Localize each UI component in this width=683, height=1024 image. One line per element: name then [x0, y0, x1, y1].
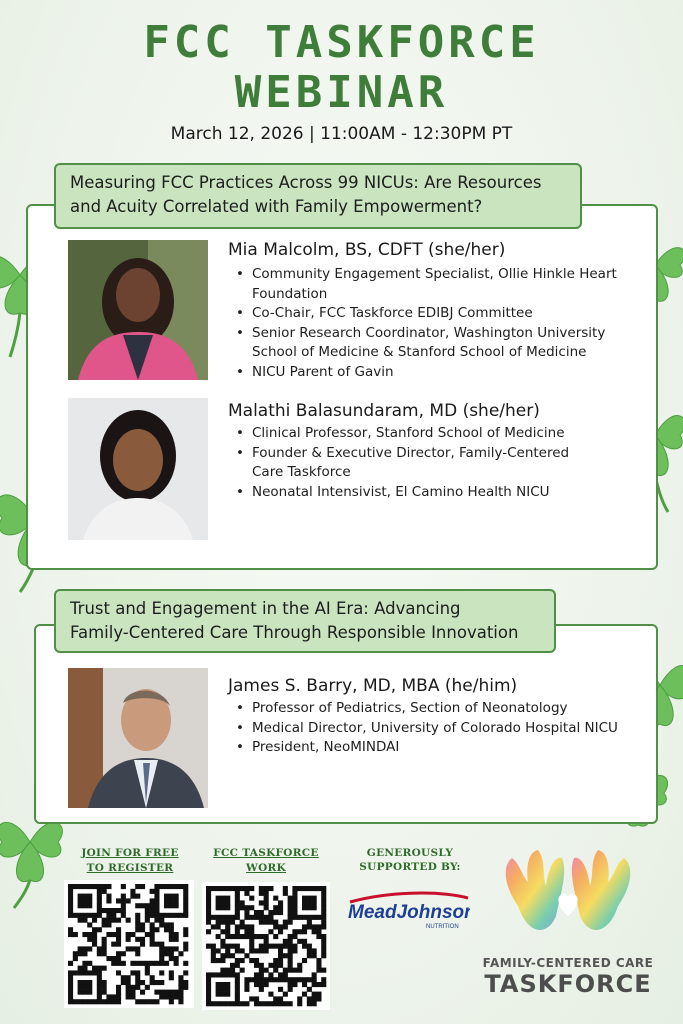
- org-name-sub: FAMILY-CENTERED CARE: [482, 956, 654, 970]
- session-topic: [54, 163, 582, 229]
- mead-johnson-logo: [346, 890, 470, 930]
- bullet-item: • Clinical Professor, Stanford School of Medicine: [230, 424, 600, 444]
- svg-text:MeadJohnson: MeadJohnson: [348, 902, 470, 923]
- bullet-item: • Founder & Executive Director, Family-Centered Care Taskforce: [230, 444, 600, 483]
- bullet-item: • Medical Director, University of Colorado Hospital NICU: [230, 719, 630, 739]
- speaker-photo: [68, 240, 208, 380]
- bullet-item: • Neonatal Intensivist, El Camino Health NICU: [230, 483, 600, 503]
- topic-line: Family-Centered Care Through Responsible Innovation: [70, 623, 519, 642]
- speaker-bullets: [230, 699, 630, 758]
- topic-line: Trust and Engagement in the AI Era: Advancing: [70, 599, 461, 618]
- page-title-line2: WEBINAR: [234, 67, 449, 118]
- speaker-name: Malathi Balasundaram, MD (she/her): [228, 401, 540, 421]
- register-qr-code[interactable]: [64, 880, 194, 1008]
- bullet-item: • Community Engagement Specialist, Ollie Hinkle Heart Foundation: [230, 265, 620, 304]
- speaker-photo: [68, 398, 208, 540]
- speaker-photo: [68, 668, 208, 808]
- register-qr-label: JOIN FOR FREE TO REGISTER: [81, 847, 179, 874]
- session-topic: [54, 589, 556, 653]
- svg-text:NUTRITION: NUTRITION: [426, 924, 459, 930]
- bullet-item: • NICU Parent of Gavin: [230, 363, 620, 383]
- work-qr-label: FCC TASKFORCE WORK: [213, 847, 319, 874]
- bullet-item: • Co-Chair, FCC Taskforce EDIBJ Committee: [230, 304, 620, 324]
- supported-by-label: GENEROUSLY SUPPORTED BY:: [359, 847, 461, 873]
- page-title-line1: FCC TASKFORCE: [143, 17, 540, 68]
- org-name-main: TASKFORCE: [484, 970, 652, 998]
- topic-line: Measuring FCC Practices Across 99 NICUs: Are Resources: [70, 173, 542, 192]
- bullet-item: • President, NeoMINDAI: [230, 738, 630, 758]
- speaker-bullets: [230, 265, 620, 382]
- speaker-bullets: [230, 424, 600, 502]
- speaker-name: James S. Barry, MD, MBA (he/him): [228, 676, 518, 696]
- rainbow-hands-heart-logo: [498, 846, 638, 951]
- topic-line: and Acuity Correlated with Family Empowerment?: [70, 197, 483, 216]
- event-date: March 12, 2026 | 11:00AM - 12:30PM PT: [170, 124, 513, 144]
- bullet-item: • Professor of Pediatrics, Section of Neonatology: [230, 699, 630, 719]
- speaker-name: Mia Malcolm, BS, CDFT (she/her): [228, 240, 506, 260]
- bullet-item: • Senior Research Coordinator, Washington University School of Medicine & Stanford School of Medicine: [230, 324, 620, 363]
- work-qr-code[interactable]: [202, 882, 330, 1010]
